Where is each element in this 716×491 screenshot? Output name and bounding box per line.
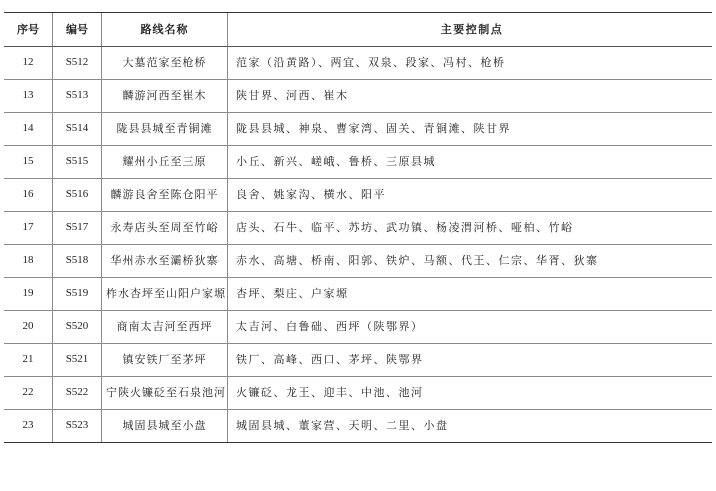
cell-code: S520 [53, 311, 102, 344]
cell-control-points: 店头、石牛、临平、苏坊、武功镇、杨凌渭河桥、哑柏、竹峪 [228, 212, 713, 245]
cell-seq: 15 [4, 146, 53, 179]
table-row [4, 47, 712, 80]
table-row [4, 311, 712, 344]
cell-code: S521 [53, 344, 102, 377]
cell-code: S523 [53, 410, 102, 443]
cell-seq: 20 [4, 311, 53, 344]
cell-control-points: 城固县城、董家营、天明、二里、小盘 [228, 410, 713, 443]
cell-code: S515 [53, 146, 102, 179]
header-control-points: 主要控制点 [228, 13, 713, 47]
cell-code: S518 [53, 245, 102, 278]
route-table [4, 12, 712, 443]
table-body [4, 47, 712, 443]
cell-route-name: 麟游河西至崔木 [102, 80, 228, 113]
cell-code: S517 [53, 212, 102, 245]
table-row [4, 377, 712, 410]
table-row [4, 80, 712, 113]
cell-seq: 16 [4, 179, 53, 212]
cell-control-points: 铁厂、高峰、西口、茅坪、陕鄂界 [228, 344, 713, 377]
cell-route-name: 大墓范家至枪桥 [102, 47, 228, 80]
cell-code: S522 [53, 377, 102, 410]
cell-route-name: 商南太吉河至西坪 [102, 311, 228, 344]
table-header [4, 13, 712, 47]
cell-route-name: 柞水杏坪至山阳户家塬 [102, 278, 228, 311]
cell-route-name: 城固县城至小盘 [102, 410, 228, 443]
table-row [4, 113, 712, 146]
table-row [4, 212, 712, 245]
cell-code: S516 [53, 179, 102, 212]
cell-seq: 14 [4, 113, 53, 146]
cell-code: S514 [53, 113, 102, 146]
cell-control-points: 火镰砭、龙王、迎丰、中池、池河 [228, 377, 713, 410]
cell-control-points: 小丘、新兴、嵯峨、鲁桥、三原县城 [228, 146, 713, 179]
header-route-name: 路线名称 [102, 13, 228, 47]
table-row [4, 410, 712, 443]
cell-control-points: 范家（沿黄路）、两宜、双泉、段家、冯村、枪桥 [228, 47, 713, 80]
cell-route-name: 永寿店头至周至竹峪 [102, 212, 228, 245]
cell-code: S519 [53, 278, 102, 311]
header-code: 编号 [53, 13, 102, 47]
cell-control-points: 良舍、姚家沟、横水、阳平 [228, 179, 713, 212]
cell-control-points: 陕甘界、河西、崔木 [228, 80, 713, 113]
header-seq: 序号 [4, 13, 53, 47]
table-row [4, 146, 712, 179]
cell-seq: 19 [4, 278, 53, 311]
cell-seq: 21 [4, 344, 53, 377]
table-row [4, 179, 712, 212]
cell-seq: 13 [4, 80, 53, 113]
cell-control-points: 太吉河、白鲁础、西坪（陕鄂界） [228, 311, 713, 344]
cell-route-name: 镇安铁厂至茅坪 [102, 344, 228, 377]
cell-code: S512 [53, 47, 102, 80]
cell-route-name: 华州赤水至灞桥狄寨 [102, 245, 228, 278]
cell-route-name: 麟游良舍至陈仓阳平 [102, 179, 228, 212]
cell-seq: 23 [4, 410, 53, 443]
table-row [4, 245, 712, 278]
cell-route-name: 耀州小丘至三原 [102, 146, 228, 179]
cell-seq: 18 [4, 245, 53, 278]
table-row [4, 278, 712, 311]
cell-seq: 17 [4, 212, 53, 245]
cell-route-name: 宁陕火镰砭至石泉池河 [102, 377, 228, 410]
cell-seq: 12 [4, 47, 53, 80]
cell-control-points: 陇县县城、神泉、曹家湾、固关、青铜滩、陕甘界 [228, 113, 713, 146]
cell-seq: 22 [4, 377, 53, 410]
cell-control-points: 赤水、高塘、桥南、阳郭、铁炉、马额、代王、仁宗、华胥、狄寨 [228, 245, 713, 278]
header-row [4, 13, 712, 47]
cell-control-points: 杏坪、梨庄、户家塬 [228, 278, 713, 311]
cell-code: S513 [53, 80, 102, 113]
cell-route-name: 陇县县城至青铜滩 [102, 113, 228, 146]
table-row [4, 344, 712, 377]
